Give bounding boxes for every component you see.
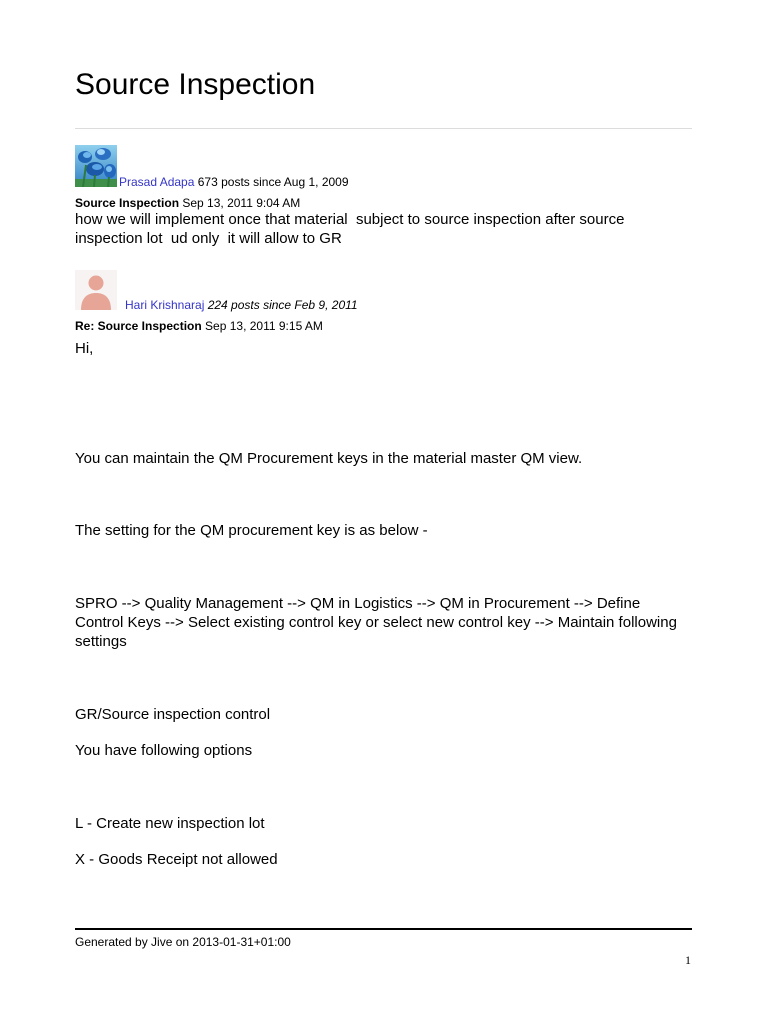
author-post-count: 673 posts since Aug 1, 2009 [197,175,349,189]
author-post-count: 224 posts since Feb 9, 2011 [207,298,358,312]
post-date: Sep 13, 2011 9:04 AM [182,196,301,210]
post-body-line: how we will implement once that material subject to source inspection after source [75,211,625,228]
page-title: Source Inspection [75,68,316,101]
post-config-path-line: Control Keys --> Select existing control key or select new control key --> Maintain following [75,614,677,631]
post-config-path-line: settings [75,633,127,650]
post-paragraph: GR/Source inspection control [75,706,271,723]
author-line [119,175,349,189]
post-paragraph: You have following options [75,742,253,759]
post-option-item: L - Create new inspection lot [75,815,265,832]
post-config-path-line: SPRO --> Quality Management --> QM in Logistics --> QM in Procurement --> Define [75,595,641,612]
page-number: 1 [685,953,691,967]
author-line [125,298,358,312]
post-subject: Source Inspection [75,196,180,210]
default-person-avatar-icon [75,270,117,310]
post-header [75,196,300,210]
author-avatar [75,270,117,315]
post-paragraph: You can maintain the QM Procurement keys in the material master QM view. [75,450,583,467]
footer-generated-text: Generated by Jive on 2013-01-31+01:00 [75,935,291,949]
post-subject: Re: Source Inspection [75,319,202,333]
blue-flowers-avatar-icon [75,145,117,187]
footer-divider [75,928,692,930]
post-body-line: inspection lot ud only it will allow to GR [75,230,342,247]
post-header [75,319,323,333]
post-date: Sep 13, 2011 9:15 AM [205,319,323,333]
post-greeting: Hi, [75,340,94,357]
title-divider [75,128,692,129]
author-link[interactable]: Prasad Adapa [119,175,195,189]
post-option-item: X - Goods Receipt not allowed [75,851,278,868]
author-avatar [75,145,117,192]
author-link[interactable]: Hari Krishnaraj [125,298,205,312]
post-paragraph: The setting for the QM procurement key is as below - [75,522,428,539]
